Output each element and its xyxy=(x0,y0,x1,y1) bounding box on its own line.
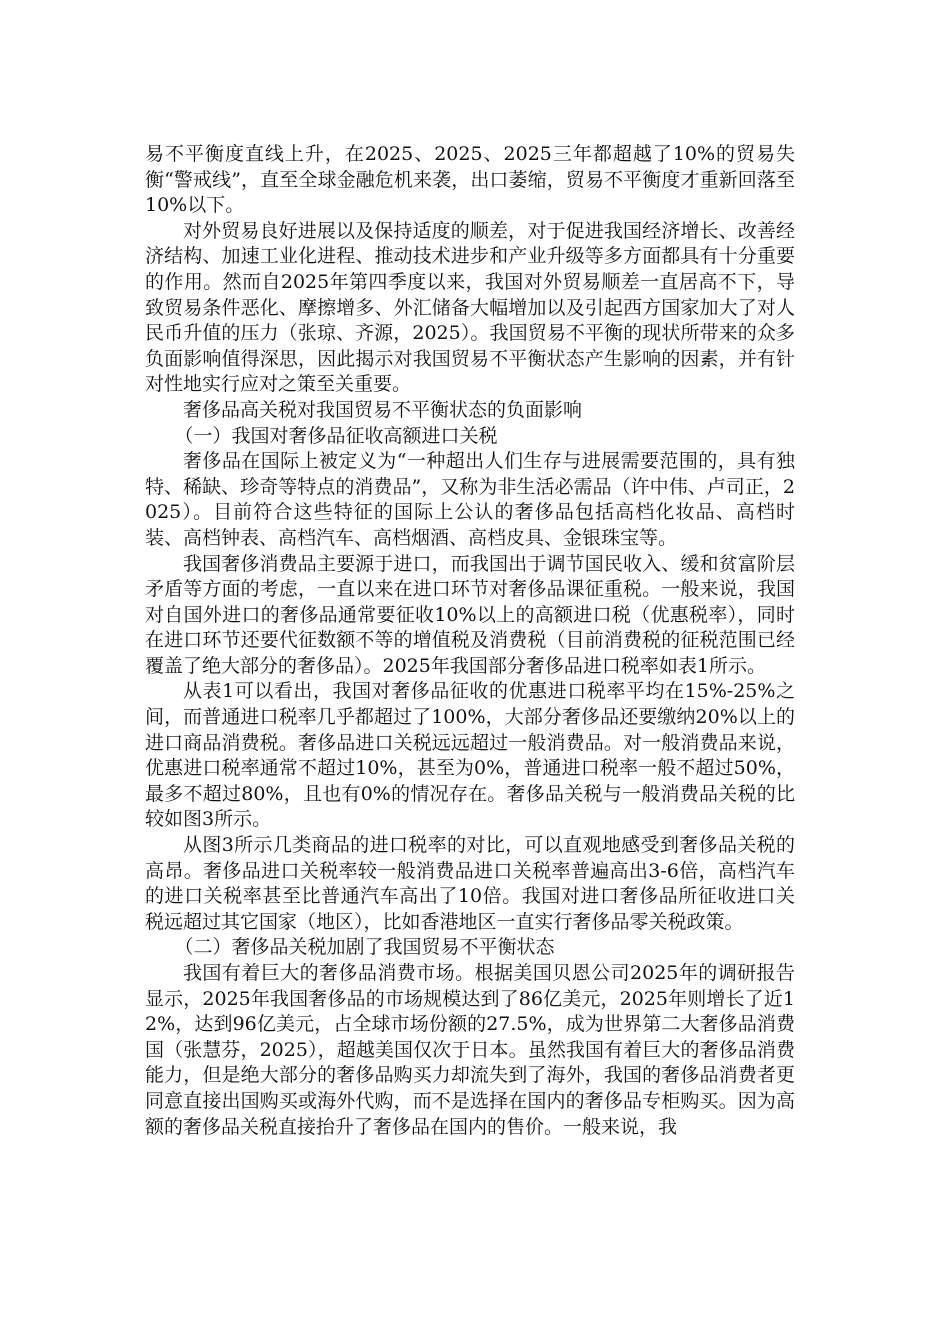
paragraph-figure-3-analysis: 从图3所示几类商品的进口税率的对比，可以直观地感受到奢侈品关税的高昂。奢侈品进口关税率较一般消费品进口关税率普遍高出3-6倍，高档汽车的进口关税率甚至比普通汽车高出了10倍。我国对进口奢侈品所征收进口关税远超过其它国家（地区），比如香港地区一直实行奢侈品零关税政策。 xyxy=(145,834,795,933)
document-page xyxy=(145,142,795,1140)
paragraph-trade-surplus: 对外贸易良好进展以及保持适度的顺差，对于促进我国经济增长、改善经济结构、加速工业化进程、推动技术进步和产业升级等多方面都具有十分重要的作用。然而自2025年第四季度以来，我国对外贸易顺差一直居高不下，导致贸易条件恶化、摩擦增多、外汇储备大幅增加以及引起西方国家加大了对人民币升值的压力（张琼、齐源，2025）。我国贸易不平衡的现状所带来的众多负面影响值得深思，因此揭示对我国贸易不平衡状态产生影响的因素，并有针对性地实行应对之策至关重要。 xyxy=(145,219,795,396)
paragraph-luxury-definition: 奢侈品在国际上被定义为“一种超出人们生存与进展需要范围的，具有独特、稀缺、珍奇等特点的消费品”，又称为非生活必需品（许中伟、卢司正，2025）。目前符合这些特征的国际上公认的奢侈品包括高档化妆品、高档时装、高档钟表、高档汽车、高档烟酒、高档皮具、金银珠宝等。 xyxy=(145,450,795,549)
paragraph-luxury-import-tax: 我国奢侈消费品主要源于进口，而我国出于调节国民收入、缓和贫富阶层矛盾等方面的考虑，一直以来在进口环节对奢侈品课征重税。一般来说，我国对自国外进口的奢侈品通常要征收10%以上的高额进口税（优惠税率），同时在进口环节还要代征数额不等的增值税及消费税（目前消费税的征税范围已经覆盖了绝大部分的奢侈品）。2025年我国部分奢侈品进口税率如表1所示。 xyxy=(145,552,795,677)
paragraph-continuation: 易不平衡度直线上升，在2025、2025、2025三年都超越了10%的贸易失衡“警戒线”，直至全球金融危机来袭，出口萎缩，贸易不平衡度才重新回落至10%以下。 xyxy=(145,143,795,217)
paragraph-luxury-market: 我国有着巨大的奢侈品消费市场。根据美国贝恩公司2025年的调研报告显示，2025年我国奢侈品的市场规模达到了86亿美元，2025年则增长了近12%，达到96亿美元，占全球市场份额的27.5%，成为世界第二大奢侈品消费国（张慧芬，2025），超越美国仅次于日本。虽然我国有着巨大的奢侈品消费能力，但是绝大部分的奢侈品购买力却流失到了海外，我国的奢侈品消费者更同意直接出国购买或海外代购，而不是选择在国内的奢侈品专柜购买。因为高额的奢侈品关税直接抬升了奢侈品在国内的售价。一般来说，我 xyxy=(145,962,795,1138)
subsection-heading-2: （二）奢侈品关税加剧了我国贸易不平衡状态 xyxy=(174,936,555,959)
paragraph-table-1-analysis: 从表1可以看出，我国对奢侈品征收的优惠进口税率平均在15%-25%之间，而普通进口税率几乎都超过了100%，大部分奢侈品还要缴纳20%以上的进口商品消费税。奢侈品进口关税远远超过一般消费品。对一般消费品来说，优惠进口税率通常不超过10%，甚至为0%，普通进口税率一般不超过50%，最多不超过80%，且也有0%的情况存在。奢侈品关税与一般消费品关税的比较如图3所示。 xyxy=(145,680,795,831)
section-heading: 奢侈品高关税对我国贸易不平衡状态的负面影响 xyxy=(183,398,583,421)
subsection-heading-1: （一）我国对奢侈品征收高额进口关税 xyxy=(174,424,498,447)
